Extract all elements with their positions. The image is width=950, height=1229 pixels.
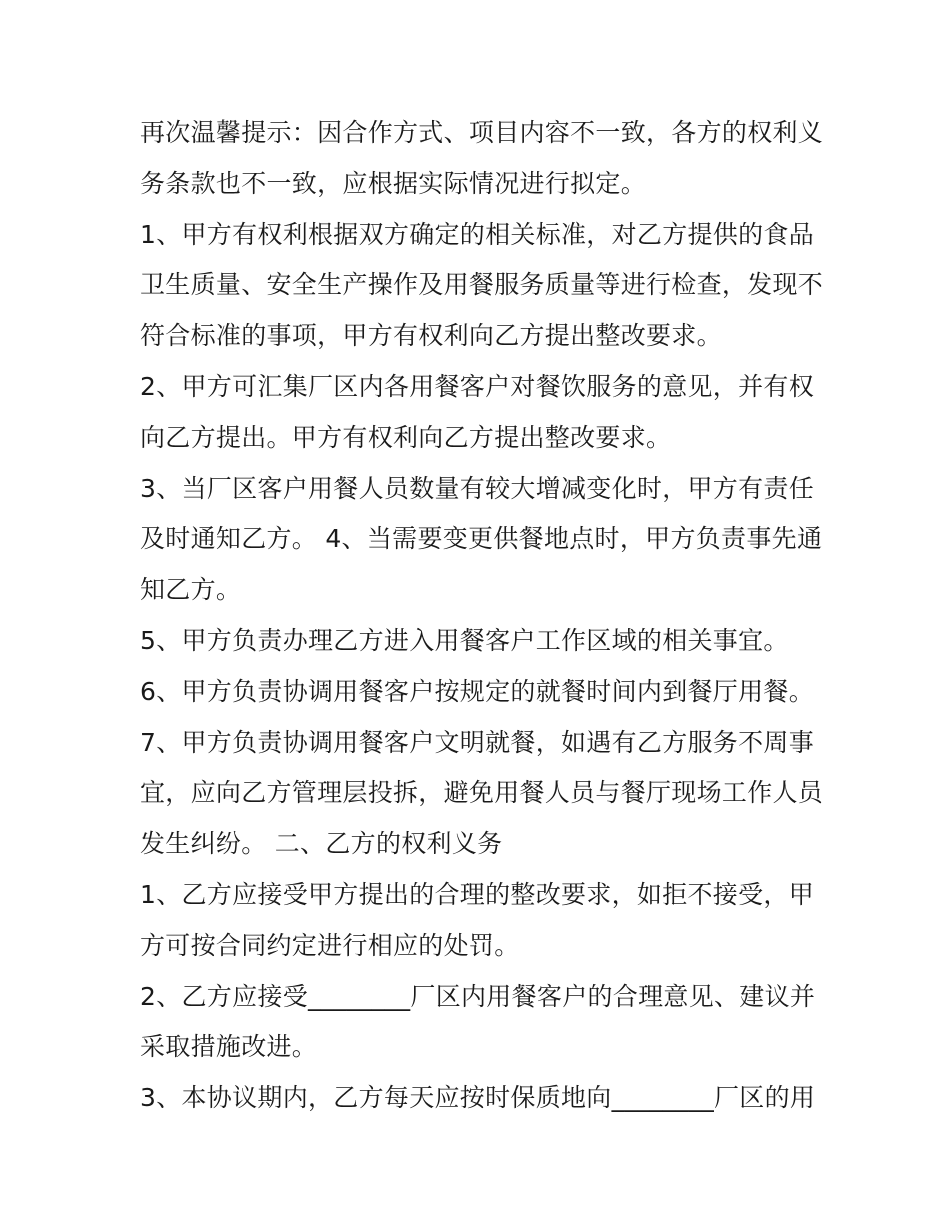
text-line: 3、当厂区客户用餐人员数量有较大增减变化时，甲方有责任 bbox=[140, 473, 815, 503]
text-line: 采取措施改进。 bbox=[140, 1032, 318, 1062]
text-line: 卫生质量、安全生产操作及用餐服务质量等进行检查，发现不 bbox=[140, 270, 824, 300]
text-line: 5、甲方负责办理乙方进入用餐客户工作区域的相关事宜。 bbox=[140, 625, 789, 655]
text-line: 7、甲方负责协调用餐客户文明就餐，如遇有乙方服务不周事 bbox=[140, 727, 815, 757]
text-line: 1、甲方有权利根据双方确定的相关标准，对乙方提供的食品 bbox=[140, 219, 815, 249]
text-line: 发生纠纷。 二、乙方的权利义务 bbox=[140, 829, 503, 859]
document-body bbox=[140, 108, 824, 1124]
text-line: 2、乙方应接受________厂区内用餐客户的合理意见、建议并 bbox=[140, 981, 816, 1011]
text-line: 方可按合同约定进行相应的处罚。 bbox=[140, 930, 520, 960]
text-line: 宜，应向乙方管理层投拆，避免用餐人员与餐厅现场工作人员 bbox=[140, 778, 824, 808]
text-line: 2、甲方可汇集厂区内各用餐客户对餐饮服务的意见，并有权 bbox=[140, 371, 815, 401]
text-line: 6、甲方负责协调用餐客户按规定的就餐时间内到餐厅用餐。 bbox=[140, 676, 815, 706]
text-line: 符合标准的事项，甲方有权利向乙方提出整改要求。 bbox=[140, 321, 722, 351]
text-line: 向乙方提出。甲方有权利向乙方提出整改要求。 bbox=[140, 422, 672, 452]
text-line: 及时通知乙方。 4、当需要变更供餐地点时，甲方负责事先通 bbox=[140, 524, 823, 554]
text-line: 1、乙方应接受甲方提出的合理的整改要求，如拒不接受，甲 bbox=[140, 879, 815, 909]
text-line: 务条款也不一致，应根据实际情况进行拟定。 bbox=[140, 168, 647, 198]
text-line: 3、本协议期内，乙方每天应按时保质地向________厂区的用 bbox=[140, 1083, 816, 1113]
text-line: 知乙方。 bbox=[140, 575, 242, 605]
text-line: 再次温馨提示：因合作方式、项目内容不一致，各方的权利义 bbox=[140, 118, 824, 147]
